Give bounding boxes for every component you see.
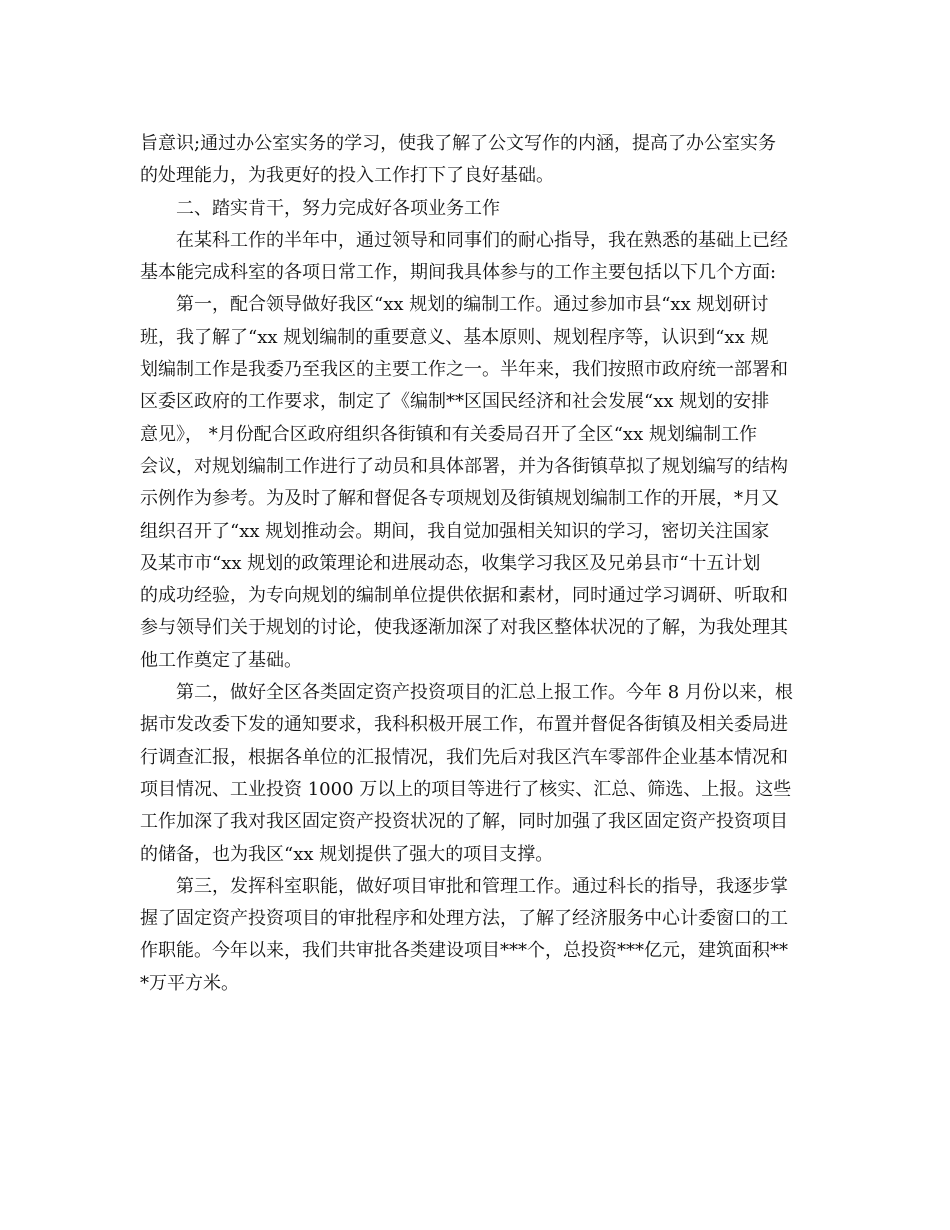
text-line: 示例作为参考。为及时了解和督促各专项规划及街镇规划编制工作的开展，*月又	[140, 488, 779, 510]
text-line: 的储备，也为我区“xx 规划提供了强大的项目支撑。	[140, 843, 554, 865]
text-line: 基本能完成科室的各项日常工作，期间我具体参与的工作主要包括以下几个方面:	[140, 262, 777, 284]
text-line: 据市发改委下发的通知要求，我科积极开展工作，布置并督促各街镇及相关委局进	[140, 714, 788, 736]
text-line: 第二，做好全区各类固定资产投资项目的汇总上报工作。今年 8 月份以来，根	[176, 682, 793, 704]
text-line: 及某市市“xx 规划的政策理论和进展动态，收集学习我区及兄弟县市“十五计划	[140, 552, 761, 574]
text-line: 在某科工作的半年中，通过领导和同事们的耐心指导，我在熟悉的基础上已经	[176, 229, 788, 251]
text-line: 的成功经验，为专向规划的编制单位提供依据和素材，同时通过学习调研、听取和	[140, 585, 788, 607]
text-line: 工作加深了我对我区固定资产投资状况的了解，同时加强了我区固定资产投资项目	[140, 811, 788, 833]
text-line: 第三，发挥科室职能，做好项目审批和管理工作。通过科长的指导，我逐步掌	[176, 875, 788, 897]
document-body	[140, 128, 820, 1000]
text-line: 参与领导们关于规划的讨论，使我逐渐加深了对我区整体状况的了解，为我处理其	[140, 617, 788, 639]
text-line: 旨意识;通过办公室实务的学习，使我了解了公文写作的内涵，提高了办公室实务	[140, 133, 777, 154]
text-line: 划编制工作是我委乃至我区的主要工作之一。半年来，我们按照市政府统一部署和	[140, 359, 788, 381]
text-line: 意见》， *月份配合区政府组织各街镇和有关委局召开了全区“xx 规划编制工作	[140, 423, 757, 445]
text-line: 握了固定资产投资项目的审批程序和处理方法，了解了经济服务中心计委窗口的工	[140, 908, 788, 930]
text-line: 班，我了解了“xx 规划编制的重要意义、基本原则、规划程序等，认识到“xx 规	[140, 326, 769, 348]
text-line: 第一，配合领导做好我区“xx 规划的编制工作。通过参加市县“xx 规划研讨	[176, 294, 769, 316]
text-line: 他工作奠定了基础。	[140, 649, 302, 671]
text-line: 会议，对规划编制工作进行了动员和具体部署，并为各街镇草拟了规划编写的结构	[140, 455, 788, 477]
text-line: 的处理能力，为我更好的投入工作打下了良好基础。	[140, 165, 554, 187]
text-line: 二、踏实肯干，努力完成好各项业务工作	[176, 197, 500, 219]
text-line: 组织召开了“xx 规划推动会。期间，我自觉加强相关知识的学习，密切关注国家	[140, 520, 770, 542]
text-line: *万平方米。	[140, 972, 239, 994]
text-line: 行调查汇报，根据各单位的汇报情况，我们先后对我区汽车零部件企业基本情况和	[140, 746, 788, 768]
text-line: 区委区政府的工作要求，制定了《编制**区国民经济和社会发展“xx 规划的安排	[140, 391, 770, 413]
text-line: 项目情况、工业投资 1000 万以上的项目等进行了核实、汇总、筛选、上报。这些	[140, 778, 792, 800]
text-line: 作职能。今年以来，我们共审批各类建设项目***个，总投资***亿元，建筑面积**	[140, 940, 788, 962]
